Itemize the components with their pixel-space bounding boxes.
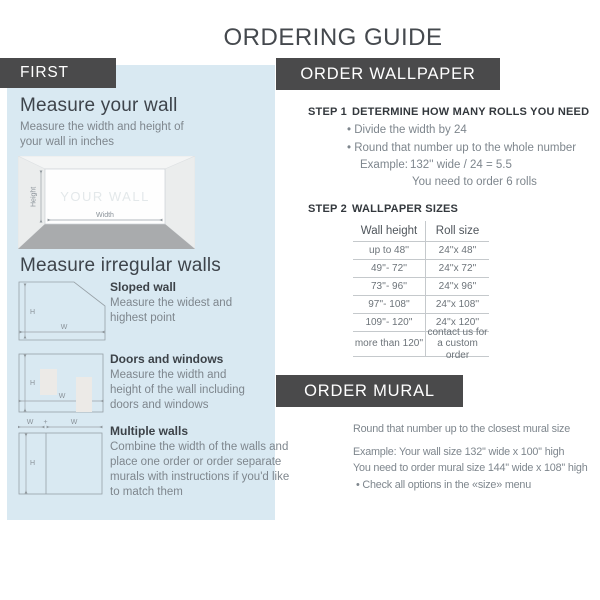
doors-windows-label: Doors and windows	[110, 352, 224, 366]
table-cell: up to 48''	[353, 242, 425, 260]
step1-bullet-1: • Divide the width by 24	[347, 122, 576, 140]
order-mural-section-header: ORDER MURAL	[276, 375, 463, 407]
table-cell: contact us for a custom order	[425, 332, 489, 357]
h-label: H	[30, 309, 36, 316]
mural-example-line1: Example: Your wall size 132'' wide x 100'' high	[353, 446, 565, 458]
w-label: W	[60, 324, 68, 331]
table-header-wall-height: Wall height	[353, 221, 425, 242]
height-label: Height	[30, 186, 38, 207]
mural-example-line2: You need to order mural size 144'' wide x 108'' high	[353, 462, 588, 474]
step1-bullet-2: • Round that number up to the whole number	[347, 140, 576, 158]
floor-shape	[18, 224, 195, 249]
measure-wall-description: Measure the width and height of your wall in inches	[20, 121, 184, 148]
sloped-wall-description: Measure the widest and highest point	[110, 297, 233, 324]
w-label-1: W	[26, 419, 34, 426]
step1-bullet-list	[347, 122, 576, 157]
room-perspective-diagram	[18, 156, 195, 249]
table-header-roll-size: Roll size	[425, 221, 489, 242]
table-cell: more than 120''	[353, 332, 425, 357]
w-label-2: W	[70, 419, 78, 426]
step2-title: WALLPAPER SIZES	[352, 203, 459, 215]
table-cell: 97''- 108''	[353, 296, 425, 314]
mural-bullet: • Check all options in the «size» menu	[356, 479, 531, 491]
step1-example-value: 132'' wide / 24 = 5.5	[410, 159, 512, 171]
step1-example-result: You need to order 6 rolls	[412, 176, 537, 188]
table-cell: 73''- 96''	[353, 278, 425, 296]
first-section-header: FIRST	[0, 58, 116, 88]
table-cell: 109''- 120''	[353, 314, 425, 332]
multiple-walls-diagram	[18, 417, 103, 495]
page-title: ORDERING GUIDE	[223, 24, 443, 51]
doors-windows-diagram	[18, 353, 104, 417]
multiple-walls-description: Combine the width of the walls and place one order or order separate murals with instructions if you'd like to match them	[110, 441, 290, 498]
your-wall-label: YOUR WALL	[60, 189, 150, 204]
order-wallpaper-section-header: ORDER WALLPAPER	[276, 58, 500, 90]
irregular-walls-heading: Measure irregular walls	[20, 255, 222, 276]
width-label: Width	[96, 212, 114, 219]
window-shape	[40, 369, 57, 395]
h-label: H	[30, 460, 36, 467]
ceiling-shape	[18, 156, 195, 169]
wallpaper-sizes-table	[353, 221, 489, 361]
mural-intro: Round that number up to the closest mural size	[353, 423, 571, 435]
table-cell: 49''- 72''	[353, 260, 425, 278]
measure-wall-heading: Measure your wall	[20, 95, 178, 116]
h-label: H	[30, 380, 36, 387]
step1-example-label: Example:	[360, 159, 408, 171]
doors-windows-description: Measure the width and height of the wall including doors and windows	[110, 369, 245, 411]
table-cell: 24''x 48''	[425, 242, 489, 260]
multiple-walls-label: Multiple walls	[110, 424, 189, 438]
table-cell: 24''x 96''	[425, 278, 489, 296]
table-cell: 24''x 120''	[425, 314, 489, 332]
step2-label: STEP 2	[308, 203, 347, 215]
step1-label: STEP 1	[308, 106, 347, 118]
sloped-wall-label: Sloped wall	[110, 280, 177, 294]
table-cell: 24''x 108''	[425, 296, 489, 314]
table-cell: 24''x 72''	[425, 260, 489, 278]
sloped-wall-diagram	[18, 281, 106, 341]
step1-title: DETERMINE HOW MANY ROLLS YOU NEED	[352, 106, 590, 118]
w-label: W	[58, 393, 66, 400]
door-shape	[76, 377, 92, 412]
plus-label: +	[43, 419, 48, 426]
